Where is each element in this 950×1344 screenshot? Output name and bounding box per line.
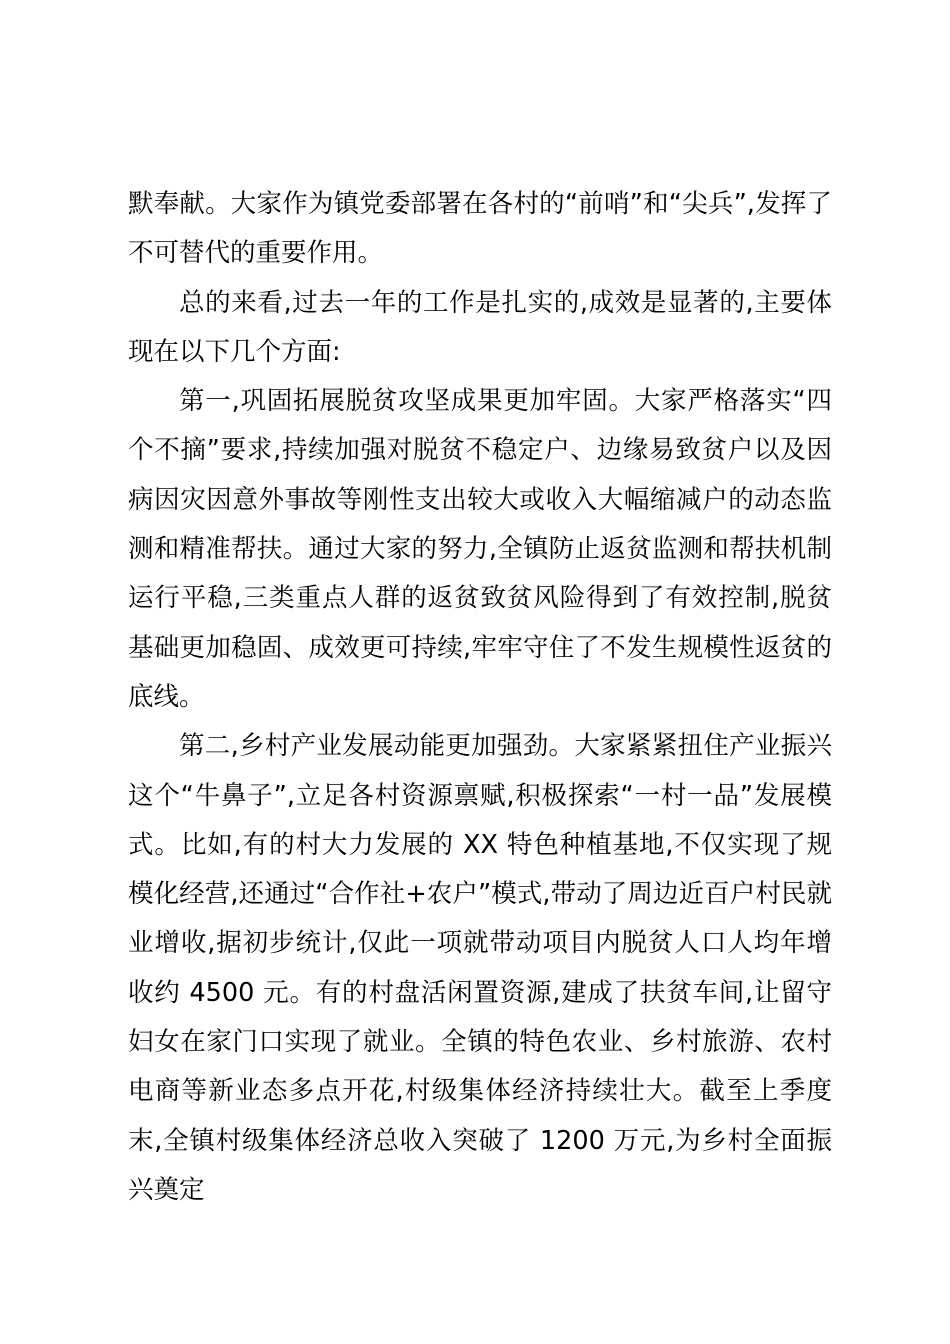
paragraph-point-two: 第二,乡村产业发展动能更加强劲。大家紧紧扭住产业振兴这个“牛鼻子”,立足各村资源禀赋,积极探索“一村一品”发展模式。比如,有的村大力发展的 XX 特色种植基地,不仅实现了规模化经营,还通过“合作社+农户”模式,带动了周边近百户村民就业增收,据初步统计,仅此一项就带动项目内脱贫人口人均年增收约 4500 元。有的村盘活闲置资源,建成了扶贫车间,让留守妇女在家门口实现了就业。全镇的特色农业、乡村旅游、农村电商等新业态多点开花,村级集体经济持续壮大。截至上季度末,全镇村级集体经济总收入突破了 1200 万元,为乡村全面振兴奠定 xyxy=(128,731,832,1205)
paragraph-point-one: 第一,巩固拓展脱贫攻坚成果更加牢固。大家严格落实“四个不摘”要求,持续加强对脱贫不稳定户、边缘易致贫户以及因病因灾因意外事故等刚性支出较大或收入大幅缩减户的动态监测和精准帮扶。通过大家的努力,全镇防止返贫监测和帮扶机制运行平稳,三类重点人群的返贫致贫风险得到了有效控制,脱贫基础更加稳固、成效更可持续,牢牢守住了不发生规模性返贫的底线。 xyxy=(128,386,832,712)
paragraph-continuation: 默奉献。大家作为镇党委部署在各村的“前哨”和“尖兵”,发挥了不可替代的重要作用。 xyxy=(128,189,832,269)
body-text xyxy=(128,180,832,1215)
paragraph-summary: 总的来看,过去一年的工作是扎实的,成效是显著的,主要体现在以下几个方面: xyxy=(128,287,832,367)
